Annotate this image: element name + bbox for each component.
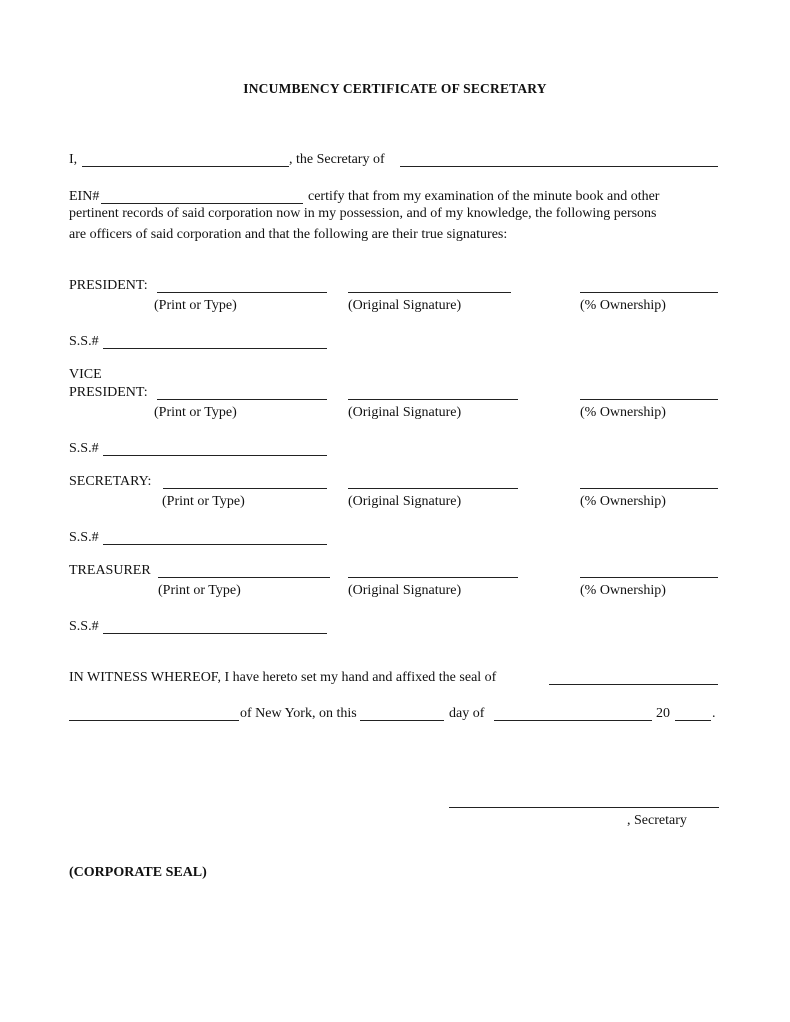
vice-president-ss-blank[interactable] [103, 455, 327, 456]
secretary-label: SECRETARY: [69, 474, 152, 489]
corporation-name-blank[interactable] [400, 166, 718, 167]
president-ss-label: S.S.# [69, 334, 99, 349]
secretary-of-text: , the Secretary of [289, 152, 385, 167]
intro-line-2: pertinent records of said corporation now in my possession, and of my knowledge, the following persons [69, 206, 657, 221]
day-of-text: day of [449, 706, 485, 721]
treasurer-signature-blank[interactable] [348, 577, 518, 578]
treasurer-print-caption: (Print or Type) [158, 583, 241, 598]
secretary-name-blank[interactable] [163, 488, 327, 489]
secretary-ownership-blank[interactable] [580, 488, 718, 489]
treasurer-name-blank[interactable] [158, 577, 330, 578]
vice-president-signature-blank[interactable] [348, 399, 518, 400]
president-ownership-blank[interactable] [580, 292, 718, 293]
month-blank[interactable] [494, 720, 652, 721]
secretary-ss-blank[interactable] [103, 544, 327, 545]
vice-president-ownership-blank[interactable] [580, 399, 718, 400]
vice-president-ownership-caption: (% Ownership) [580, 405, 666, 420]
secretary-signature-caption: (Original Signature) [348, 494, 462, 509]
certify-text: certify that from my examination of the minute book and other [308, 189, 660, 204]
president-ss-blank[interactable] [103, 348, 327, 349]
president-signature-caption: (Original Signature) [348, 298, 462, 313]
treasurer-ownership-blank[interactable] [580, 577, 718, 578]
vice-president-name-blank[interactable] [157, 399, 327, 400]
treasurer-ss-blank[interactable] [103, 633, 327, 634]
vice-president-ss-label: S.S.# [69, 441, 99, 456]
vice-president-print-caption: (Print or Type) [154, 405, 237, 420]
treasurer-ownership-caption: (% Ownership) [580, 583, 666, 598]
secretary-name-blank[interactable] [82, 166, 289, 167]
president-name-blank[interactable] [157, 292, 327, 293]
year-prefix: 20 [656, 706, 670, 721]
i-label: I, [69, 152, 78, 167]
of-new-york-text: of New York, on this [240, 706, 357, 721]
secretary-signature-blank[interactable] [348, 488, 518, 489]
witness-text: IN WITNESS WHEREOF, I have hereto set my hand and affixed the seal of [69, 670, 497, 685]
president-print-caption: (Print or Type) [154, 298, 237, 313]
county-blank[interactable] [69, 720, 239, 721]
treasurer-signature-caption: (Original Signature) [348, 583, 462, 598]
corporate-seal-label: (CORPORATE SEAL) [69, 865, 207, 880]
vice-president-signature-caption: (Original Signature) [348, 405, 462, 420]
day-number-blank[interactable] [360, 720, 444, 721]
year-blank[interactable] [675, 720, 711, 721]
ein-blank[interactable] [101, 203, 303, 204]
vice-president-label: PRESIDENT: [69, 385, 148, 400]
document-title: INCUMBENCY CERTIFICATE OF SECRETARY [243, 81, 547, 96]
secretary-signature-label: , Secretary [627, 813, 687, 828]
treasurer-ss-label: S.S.# [69, 619, 99, 634]
treasurer-label: TREASURER [69, 563, 151, 578]
secretary-signature-line[interactable] [449, 807, 719, 808]
vice-label: VICE [69, 367, 102, 382]
president-ownership-caption: (% Ownership) [580, 298, 666, 313]
secretary-ownership-caption: (% Ownership) [580, 494, 666, 509]
ein-label: EIN# [69, 189, 100, 204]
secretary-ss-label: S.S.# [69, 530, 99, 545]
intro-line-3: are officers of said corporation and that the following are their true signatures: [69, 227, 508, 242]
seal-of-blank[interactable] [549, 684, 718, 685]
secretary-print-caption: (Print or Type) [162, 494, 245, 509]
witness-period: . [712, 706, 716, 721]
president-label: PRESIDENT: [69, 278, 148, 293]
president-signature-blank[interactable] [348, 292, 511, 293]
